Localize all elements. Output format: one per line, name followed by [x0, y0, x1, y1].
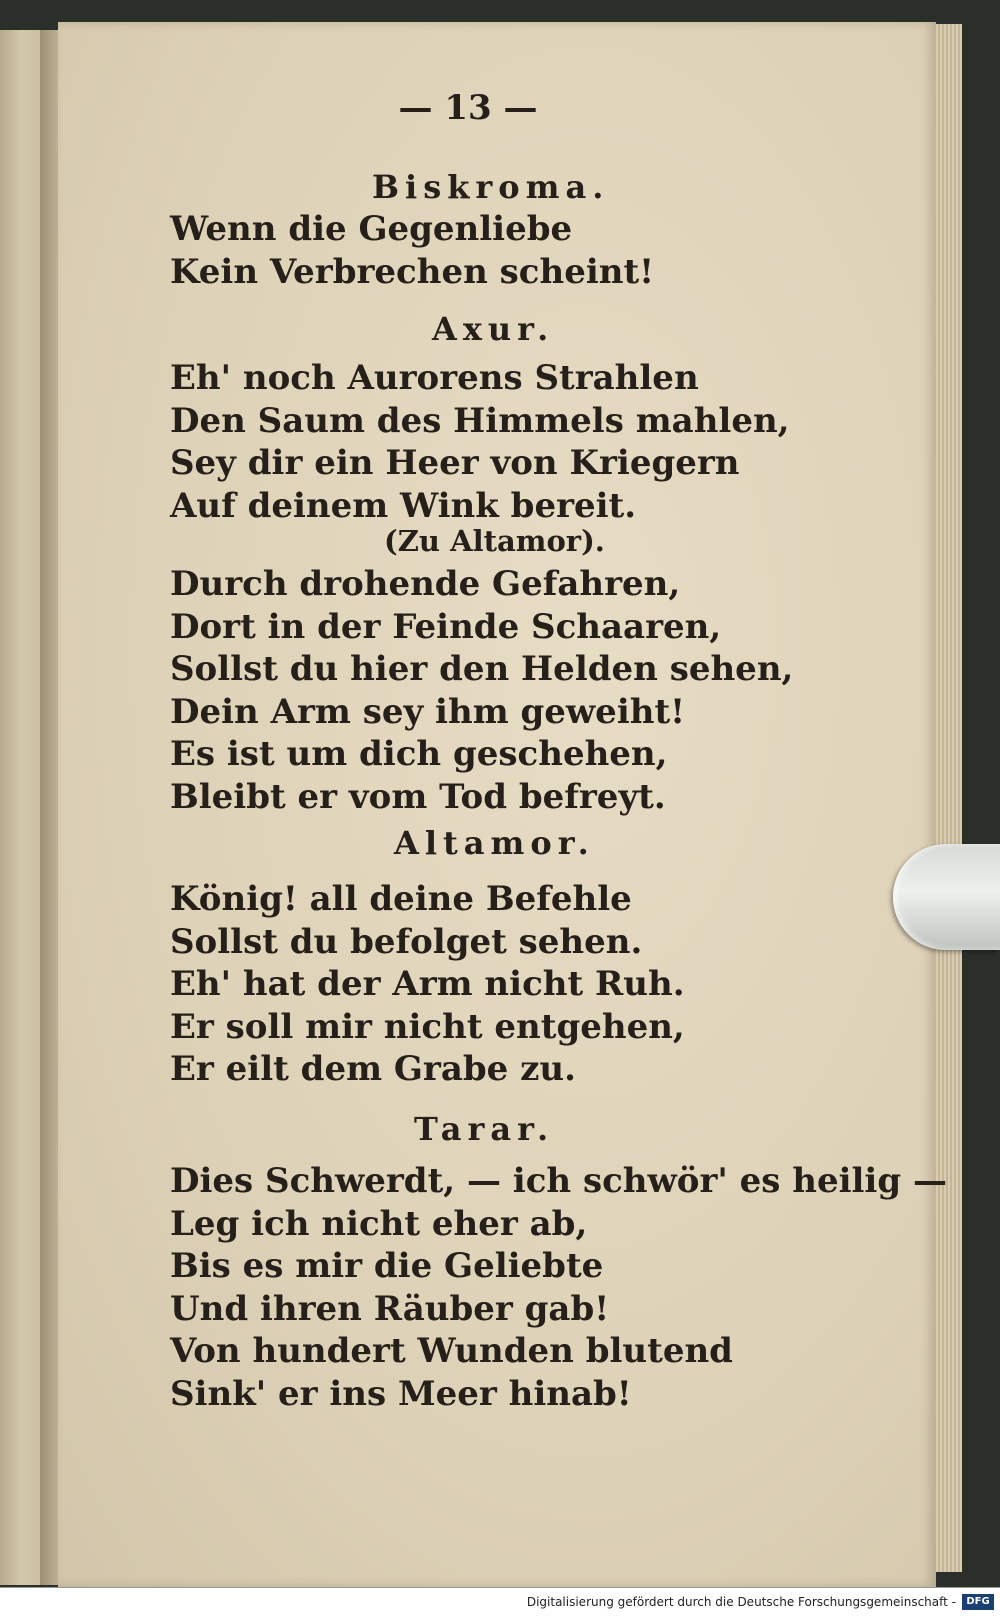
verse-line: Durch drohende Gefahren, — [170, 564, 681, 604]
dfg-logo: DFG — [962, 1594, 994, 1610]
verse-line: König! all deine Befehle — [170, 879, 632, 919]
verse-line: Sollst du hier den Helden sehen, — [170, 649, 794, 689]
verse-line: Sey dir ein Heer von Kriegern — [170, 443, 740, 483]
page-holder-clip — [893, 844, 1000, 950]
verse-line: Er eilt dem Grabe zu. — [170, 1049, 576, 1089]
verse-line: Auf deinem Wink bereit. — [170, 485, 637, 526]
verse-line: Und ihren Räuber gab! — [170, 1288, 610, 1329]
verse-line: Dort in der Feinde Schaaren, — [170, 606, 722, 647]
verse-line: Bleibt er vom Tod befreyt. — [170, 776, 666, 817]
verse-line: Den Saum des Himmels mahlen, — [170, 400, 790, 441]
verse-biskroma — [170, 208, 654, 293]
footer-bar — [0, 1587, 1000, 1618]
speaker-altamor: Altamor. — [394, 824, 595, 862]
verse-line: Es ist um dich geschehen, — [170, 734, 668, 774]
page-number: — 13 — — [398, 88, 538, 128]
verse-line: Er soll mir nicht entgehen, — [170, 1006, 685, 1047]
verse-tarar — [170, 1160, 947, 1415]
speaker-tarar: Tarar. — [414, 1110, 555, 1148]
verse-line: Von hundert Wunden blutend — [170, 1331, 733, 1371]
verse-line: Sink' er ins Meer hinab! — [170, 1373, 632, 1414]
verse-line: Dein Arm sey ihm geweiht! — [170, 691, 686, 732]
funding-credit: Digitalisierung gefördert durch die Deutsche Forschungsgemeinschaft - — [526, 1595, 956, 1609]
verse-line: Leg ich nicht eher ab, — [170, 1203, 588, 1244]
speaker-axur: Axur. — [432, 310, 555, 348]
verse-altamor — [170, 878, 685, 1091]
speaker-biskroma: Biskroma. — [372, 168, 610, 206]
verse-line: Bis es mir die Geliebte — [170, 1246, 604, 1286]
verse-axur-to-altamor — [170, 563, 793, 818]
verse-line: Kein Verbrechen scheint! — [170, 251, 655, 292]
stage-direction: (Zu Altamor). — [384, 524, 605, 558]
verse-line: Dies Schwerdt, — ich schwör' es heilig — — [170, 1161, 947, 1201]
verse-line: Eh' hat der Arm nicht Ruh. — [170, 964, 685, 1004]
verse-line: Eh' noch Aurorens Strahlen — [170, 358, 699, 398]
verse-line: Wenn die Gegenliebe — [170, 209, 573, 249]
verse-axur — [170, 357, 790, 527]
verse-line: Sollst du befolget sehen. — [170, 921, 643, 962]
